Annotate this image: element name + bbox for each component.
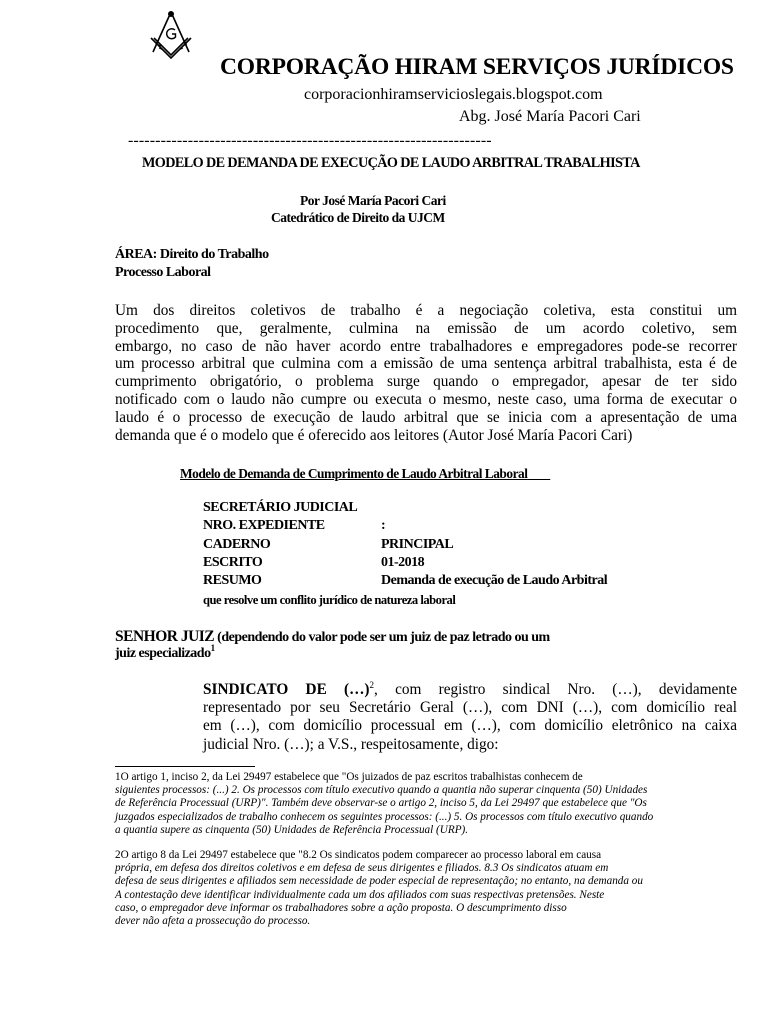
form-row-resumo bbox=[203, 573, 608, 589]
caderno-label: CADERNO bbox=[203, 537, 271, 552]
footnote-1 bbox=[115, 771, 725, 837]
footnote-line: siguientes processos: (...) 2. Os processos com título executivo quando a quantia não superar cinquenta (50) Unidades bbox=[115, 784, 648, 797]
expediente-value: : bbox=[381, 518, 386, 533]
plaintiff-line: representado por seu Secretário Geral (…), com DNI (…), com domicílio real bbox=[203, 699, 737, 717]
address-line-1 bbox=[115, 628, 550, 646]
resumo-label: RESUMO bbox=[203, 573, 262, 588]
address-line-1-rest: (dependendo do valor pode ser um juiz de paz letrado ou um bbox=[214, 630, 550, 645]
form-row-escrito bbox=[203, 555, 425, 571]
footnote-2 bbox=[115, 849, 725, 928]
plaintiff-name: SINDICATO DE (…) bbox=[203, 681, 370, 698]
plaintiff-line-rest: , com registro sindical Nro. (…), devidamente bbox=[374, 681, 737, 698]
escrito-value: 01-2018 bbox=[381, 555, 425, 570]
square-and-compass-logo bbox=[145, 8, 197, 60]
separator-line: ------------------------------------------------------------------- bbox=[128, 132, 492, 149]
plaintiff-paragraph bbox=[203, 681, 737, 754]
resumo-continuation: que resolve um conflito jurídico de natureza laboral bbox=[203, 593, 456, 607]
intro-paragraph bbox=[115, 302, 737, 444]
plaintiff-line: judicial Nro. (…); a V.S., respeitosamente, digo: bbox=[203, 735, 499, 753]
intro-line: Um dos direitos coletivos de trabalho é a negociação coletiva, esta constitui um bbox=[115, 302, 737, 319]
footnote-line: própria, em defesa dos direitos coletivos e em defesa de seus dirigentes e filiados. 8.3 Os sindicatos atuam em bbox=[115, 862, 609, 875]
plaintiff-line bbox=[203, 681, 737, 699]
intro-line: embargo, no caso de não haver acordo entre trabalhadores e empregadores pode-se recorrer bbox=[115, 337, 737, 355]
footnote-line: a quantia supere as cinquenta (50) Unidades de Referência Processual (URP). bbox=[115, 823, 469, 836]
footnote-line: juzgados especializados de trabalho conhecem os seguintes processos: (...) 5. Os processos com título executivo quando bbox=[115, 810, 654, 823]
intro-line: cumprimento obrigatório, o problema surge quando o empregador, apesar de ter sido bbox=[115, 373, 737, 391]
model-heading-text: Modelo de Demanda de Cumprimento de Laudo Arbitral Laboral bbox=[180, 466, 528, 481]
address-line-2 bbox=[115, 643, 215, 662]
resumo-value: Demanda de execução de Laudo Arbitral bbox=[381, 573, 608, 588]
footnote-ref-1[interactable]: 1 bbox=[210, 643, 215, 653]
author-line: Abg. José María Pacori Cari bbox=[459, 108, 641, 125]
footnote-line: A contestação deve identificar individualmente cada um dos afiliados com suas respectivas pretensões. Neste bbox=[115, 888, 605, 901]
footnote-line: dever não afeta a prossecução do processo. bbox=[115, 915, 311, 928]
footnote-line: 1O artigo 1, inciso 2, da Lei 29497 estabelece que "Os juizados de paz escritos trabalhistas conhecem de bbox=[115, 771, 583, 783]
form-secretary: SECRETÁRIO JUDICIAL bbox=[203, 500, 358, 515]
plaintiff-line: em (…), com domicílio processual em (…), com domicílio eletrônico na caixa bbox=[203, 717, 737, 735]
footnote-separator bbox=[115, 766, 255, 767]
footnote-ref-2[interactable]: 2 bbox=[369, 680, 375, 690]
model-heading bbox=[180, 466, 550, 482]
area-label: ÁREA: Direito do Trabalho bbox=[115, 247, 269, 262]
website-url: corporacionhiramservicioslegais.blogspot.com bbox=[304, 86, 603, 103]
expediente-label: NRO. EXPEDIENTE bbox=[203, 518, 325, 533]
footnote-line: defesa de seus dirigentes e afiliados sem necessidade de poder especial de representação; no entanto, na demanda ou bbox=[115, 875, 643, 888]
affiliation: Catedrático de Direito da UJCM bbox=[271, 210, 445, 225]
intro-line: notificado com o laudo não cumpre ou executa o mesmo, neste caso, uma forma de executar o bbox=[115, 390, 737, 408]
form-row-caderno bbox=[203, 537, 454, 553]
footnote-line: de Referência Processual (URP)". Também deve observar-se o artigo 2, inciso 5, da Lei 29497 que estabelece que "Os bbox=[115, 797, 647, 810]
intro-line: procedimento que, geralmente, culmina na emissão de um acordo coletivo, sem bbox=[115, 319, 737, 337]
intro-line: laudo é o processo de execução de laudo arbitral que se inicia com a apresentação de uma bbox=[115, 408, 737, 426]
footnote-line: caso, o empregador deve informar os trabalhadores sobre a ação proposta. O descumprimento disso bbox=[115, 901, 567, 914]
escrito-label: ESCRITO bbox=[203, 555, 263, 570]
intro-line: demanda que é o modelo que é oferecido aos leitores (Autor José María Pacori Cari) bbox=[115, 426, 633, 444]
form-row-expediente bbox=[203, 518, 386, 534]
byline: Por José María Pacori Cari bbox=[300, 193, 446, 208]
footnote-line: 2O artigo 8 da Lei 29497 estabelece que "8.2 Os sindicatos podem comparecer ao processo laboral em causa bbox=[115, 849, 602, 861]
senhor-juiz: SENHOR JUIZ bbox=[115, 628, 215, 645]
document-title: MODELO DE DEMANDA DE EXECUÇÃO DE LAUDO ARBITRAL TRABALHISTA bbox=[142, 155, 640, 171]
intro-line: um processo arbitral que culmina com a emissão de uma sentença arbitral trabalhista, esta é de bbox=[115, 355, 737, 373]
subarea-label: Processo Laboral bbox=[115, 265, 211, 280]
address-line-2-text: juiz especializado bbox=[115, 646, 211, 661]
caderno-value: PRINCIPAL bbox=[381, 537, 454, 552]
organization-name: CORPORAÇÃO HIRAM SERVIÇOS JURÍDICOS bbox=[220, 54, 734, 80]
